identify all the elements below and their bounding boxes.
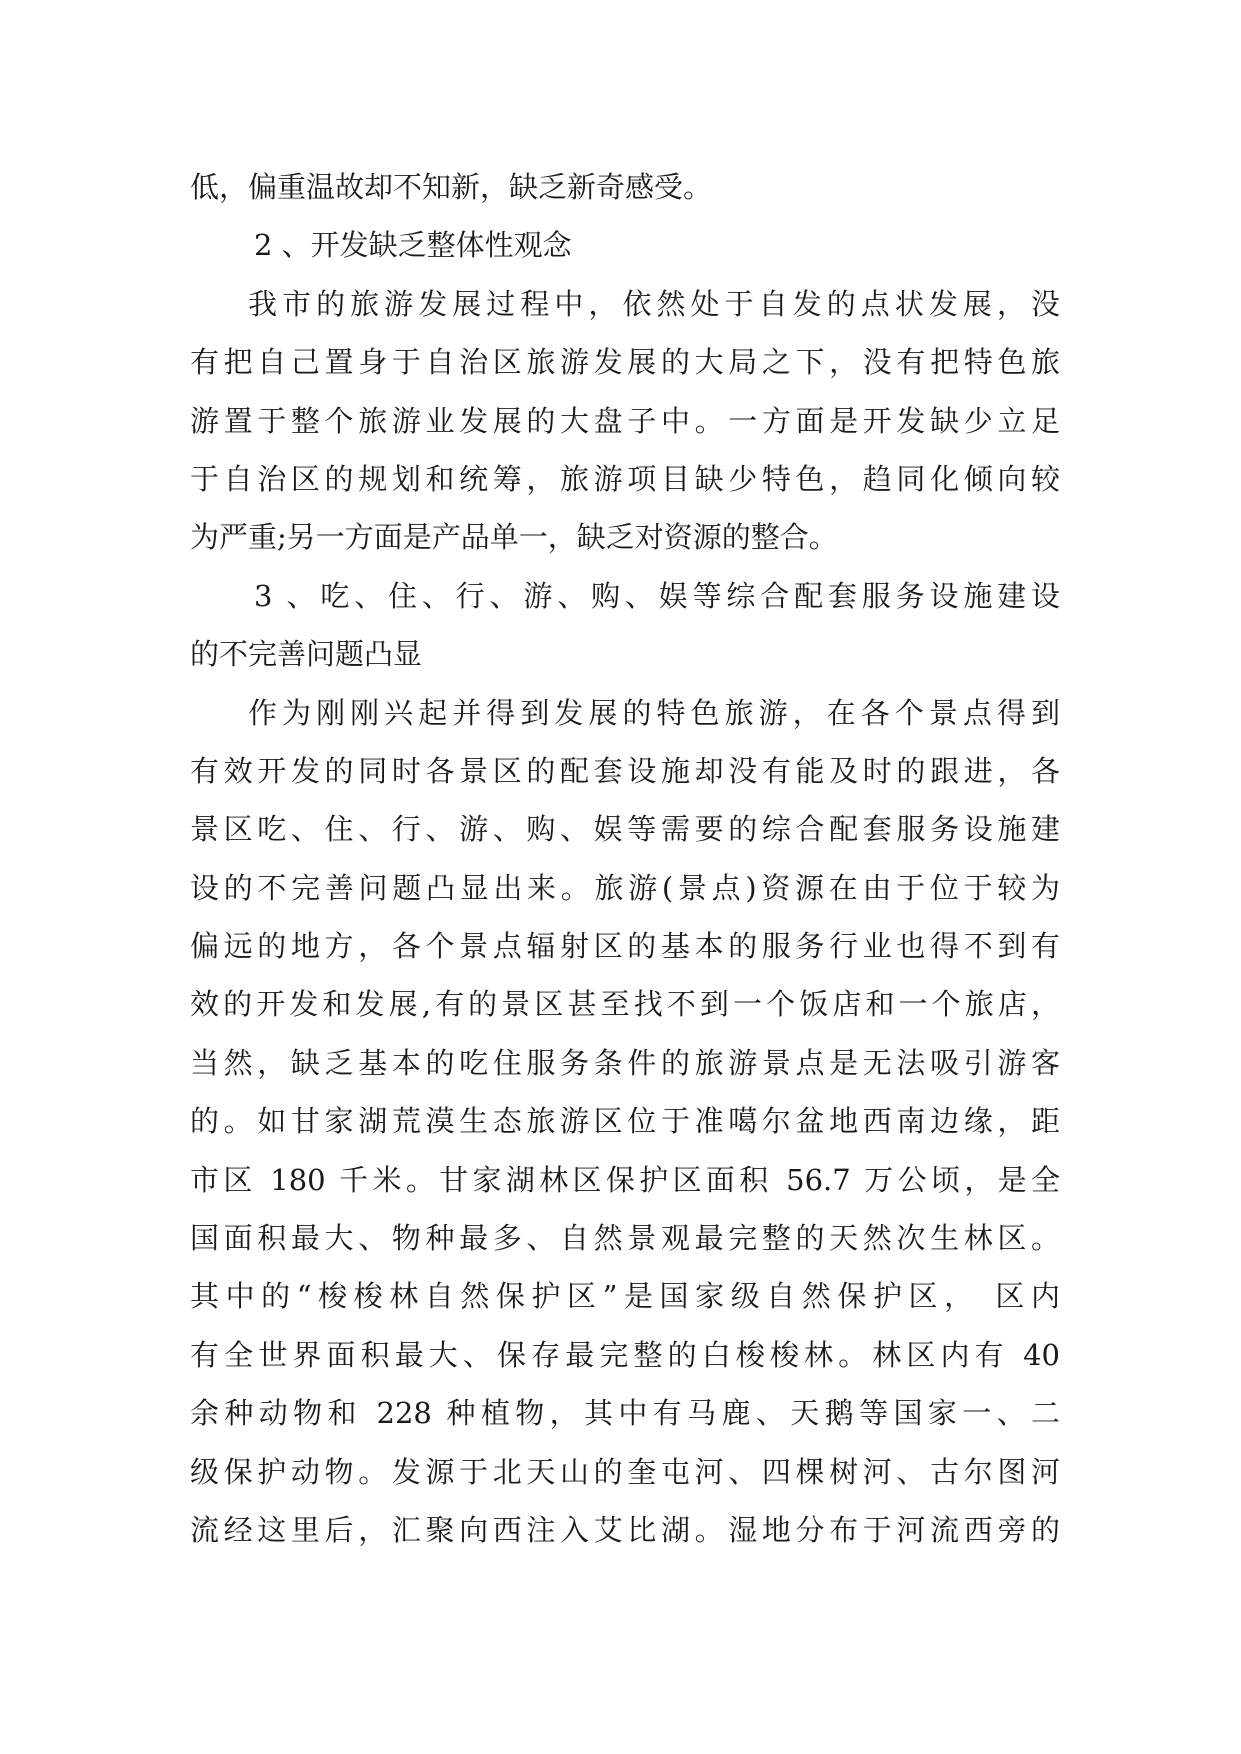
text-line: 景区吃、住、行、游、购、娱等需要的综合配套服务设施建 xyxy=(190,812,1060,847)
text-line: 我市的旅游发展过程中，依然处于自发的点状发展，没 xyxy=(248,286,1060,321)
text-line: 有全世界面积最大、保存最完整的白梭梭林。林区内有 40 xyxy=(190,1337,1060,1372)
text-line: 余种动物和 228 种植物，其中有马鹿、天鹅等国家一、二 xyxy=(190,1396,1060,1431)
text-line: 效的开发和发展,有的景区甚至找不到一个饭店和一个旅店， xyxy=(190,987,1060,1022)
section-heading: 2 、开发缺乏整体性观念 xyxy=(254,228,572,263)
text-line: 偏远的地方，各个景点辐射区的基本的服务行业也得不到有 xyxy=(190,929,1060,964)
text-line: 为严重;另一方面是产品单一，缺乏对资源的整合。 xyxy=(190,520,838,555)
text-line: 低，偏重温故却不知新，缺乏新奇感受。 xyxy=(190,170,713,204)
text-line: 其中的“梭梭林自然保护区”是国家级自然保护区， 区内 xyxy=(190,1279,1060,1314)
text-line: 有把自己置身于自治区旅游发展的大局之下，没有把特色旅 xyxy=(190,345,1060,380)
text-line: 级保护动物。发源于北天山的奎屯河、四棵树河、古尔图河 xyxy=(190,1454,1060,1489)
text-line: 作为刚刚兴起并得到发展的特色旅游，在各个景点得到 xyxy=(248,695,1060,730)
text-line: 游置于整个旅游业发展的大盘子中。一方面是开发缺少立足 xyxy=(190,403,1060,438)
section-heading-continued: 的不完善问题凸显 xyxy=(190,637,423,672)
text-line: 设的不完善问题凸显出来。旅游(景点)资源在由于位于较为 xyxy=(190,870,1060,905)
text-line: 当然，缺乏基本的吃住服务条件的旅游景点是无法吸引游客 xyxy=(190,1045,1060,1080)
text-line: 国面积最大、物种最多、自然景观最完整的天然次生林区。 xyxy=(190,1221,1060,1256)
text-line: 有效开发的同时各景区的配套设施却没有能及时的跟进，各 xyxy=(190,753,1060,788)
document-body xyxy=(190,158,1060,1559)
section-heading: 3 、吃、住、行、游、购、娱等综合配套服务设施建设 xyxy=(254,578,1060,613)
text-line: 的。如甘家湖荒漠生态旅游区位于准噶尔盆地西南边缘，距 xyxy=(190,1104,1060,1139)
text-line: 于自治区的规划和统筹，旅游项目缺少特色，趋同化倾向较 xyxy=(190,461,1060,496)
text-line: 流经这里后，汇聚向西注入艾比湖。湿地分布于河流西旁的 xyxy=(190,1512,1060,1547)
text-line: 市区 180 千米。甘家湖林区保护区面积 56.7 万公顷，是全 xyxy=(190,1162,1060,1197)
